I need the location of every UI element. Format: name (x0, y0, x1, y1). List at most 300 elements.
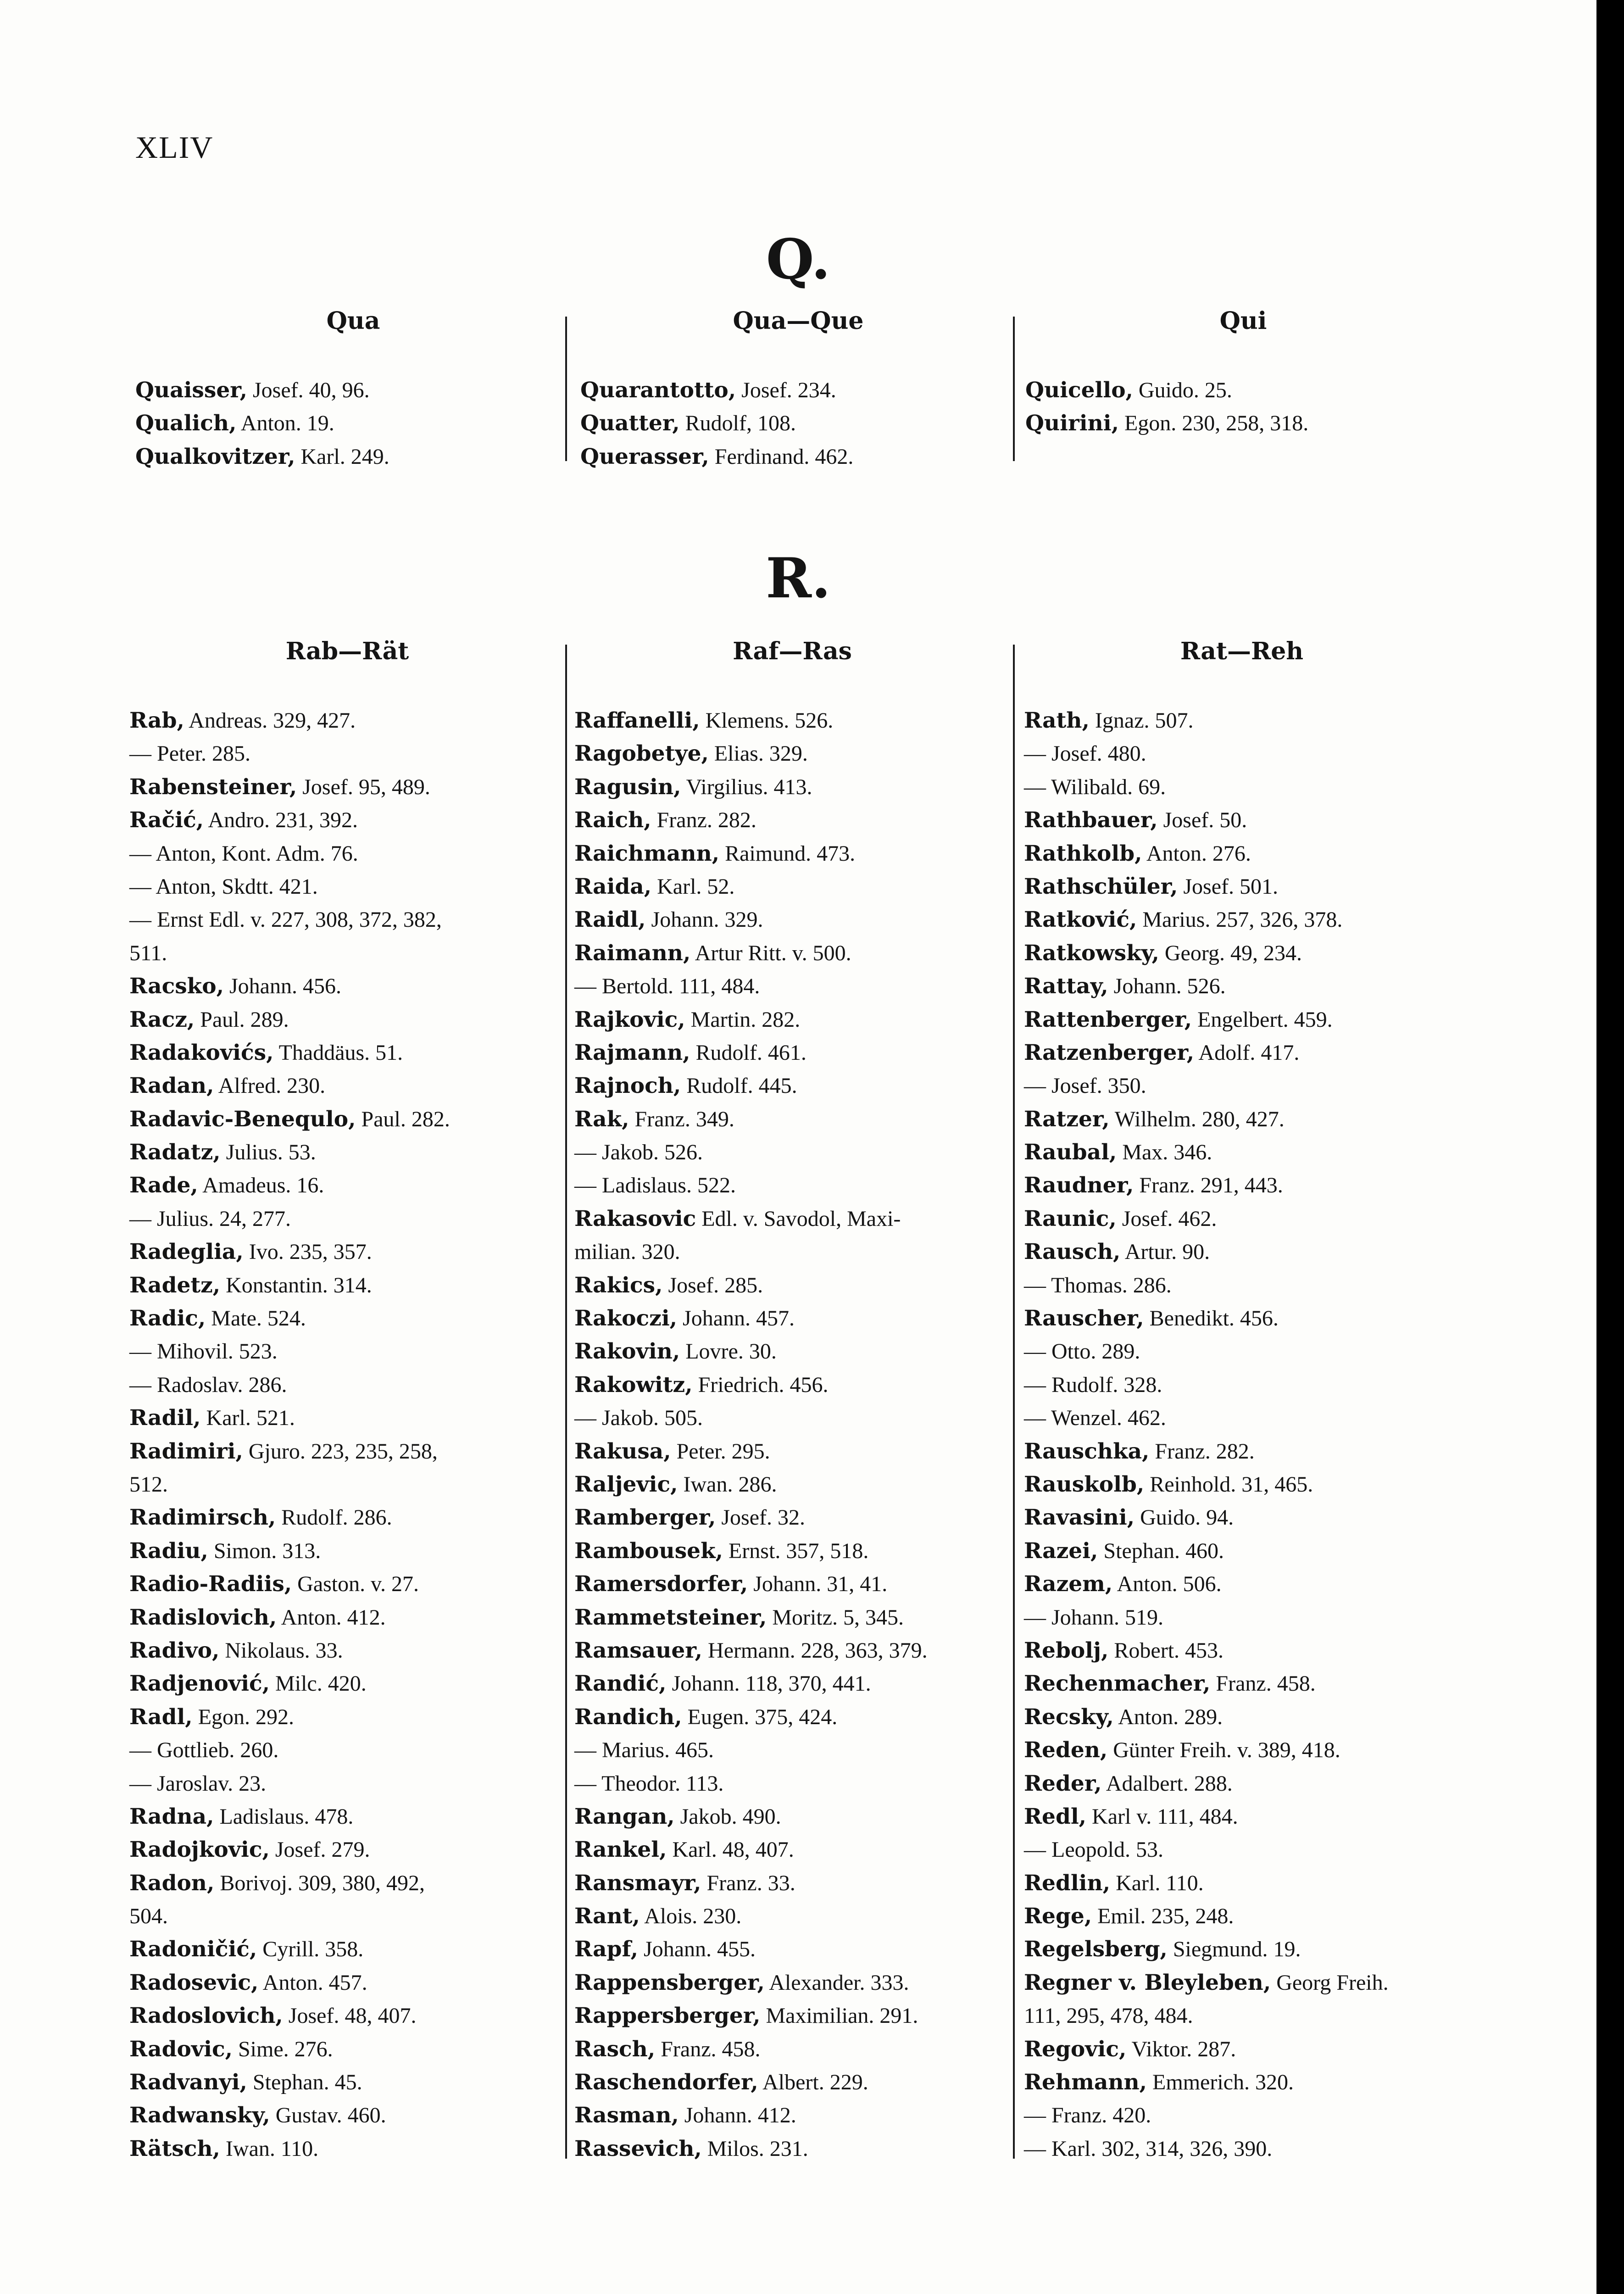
entry-details: Marius. 257, 326, 378. (1137, 908, 1343, 932)
entry-details: Engelbert. 459. (1192, 1007, 1333, 1032)
page-number: XLIV (135, 130, 214, 165)
entry-details: Josef. 50. (1157, 808, 1247, 833)
entry-details: Robert. 453. (1108, 1638, 1224, 1663)
index-column (135, 303, 571, 473)
entry-surname: Racsko, (129, 974, 224, 999)
entry-surname: Račić, (129, 807, 204, 833)
entry-details: Mate. 524. (206, 1306, 306, 1331)
entry-details: Franz. 458. (655, 2037, 761, 2061)
index-entry (129, 1036, 565, 1069)
entry-surname: Rauskolb, (1024, 1471, 1145, 1497)
entry-surname: Rausch, (1024, 1239, 1121, 1265)
entry-surname: Racz, (129, 1007, 195, 1032)
index-entry (574, 1036, 1010, 1069)
entry-details: Franz. 282. (651, 808, 756, 833)
entry-details: Jakob. 490. (674, 1804, 781, 1829)
index-entry (129, 1369, 565, 1402)
entry-details: Alfred. 230. (214, 1074, 326, 1098)
entry-surname: Rangan, (574, 1804, 675, 1829)
entry-details: — Josef. 350. (1024, 1074, 1146, 1098)
index-entry (574, 870, 1010, 903)
entry-details: Ernst. 357, 518. (723, 1538, 869, 1563)
entry-surname: Rauschka, (1024, 1438, 1150, 1464)
index-entry (135, 407, 571, 440)
index-entry (129, 2066, 565, 2099)
entry-surname: Radeglia, (129, 1239, 244, 1265)
index-entry (1025, 407, 1461, 440)
index-entry (129, 970, 565, 1003)
index-entry (1024, 1701, 1460, 1734)
index-entry (129, 737, 565, 770)
entry-surname: Rakowitz, (574, 1372, 693, 1398)
entry-details: Stephan. 45. (247, 2070, 362, 2095)
entry-details: Gjuro. 223, 235, 258, (243, 1439, 438, 1464)
entry-details: Andro. 231, 392. (204, 808, 358, 833)
entry-surname: Rechenmacher, (1024, 1671, 1211, 1697)
index-entry (129, 771, 565, 804)
entry-surname: Rege, (1024, 1904, 1092, 1929)
entry-details: Franz. 349. (629, 1107, 734, 1131)
index-column (1025, 303, 1461, 440)
entry-details: Anton. 506. (1112, 1572, 1222, 1597)
index-entry (129, 937, 565, 970)
entry-details: Karl. 52. (651, 874, 735, 899)
entry-surname: Rakovin, (574, 1339, 680, 1364)
entry-details: Adalbert. 288. (1101, 1771, 1233, 1796)
entry-surname: Rathschüler, (1024, 874, 1178, 899)
entry-details: Rudolf. 286. (276, 1505, 392, 1530)
entry-surname: Ragobetye, (574, 741, 709, 767)
index-entry (574, 1634, 1010, 1667)
index-entry (129, 1833, 565, 1866)
entry-surname: Rakasovic (574, 1206, 696, 1231)
entry-surname: Radvanyi, (129, 2070, 247, 2095)
index-entry (129, 704, 565, 737)
entry-details: — Johann. 519. (1024, 1605, 1163, 1630)
column-divider (565, 317, 567, 461)
entry-details: 511. (129, 941, 167, 965)
index-entry (129, 1269, 565, 1302)
entry-surname: Regner v. Bleyleben, (1024, 1970, 1271, 1995)
entry-details: Egon. 292. (192, 1704, 295, 1729)
index-entry (580, 407, 1016, 440)
entry-surname: Rattenberger, (1024, 1007, 1192, 1032)
entry-list (580, 374, 1016, 473)
index-entry (129, 870, 565, 903)
entry-surname: Redl, (1024, 1804, 1087, 1829)
index-entry (1024, 1269, 1460, 1302)
index-entry (574, 804, 1010, 837)
entry-details: Klemens. 526. (700, 708, 834, 733)
entry-details: — Rudolf. 328. (1024, 1372, 1162, 1397)
entry-surname: Ratković, (1024, 907, 1137, 933)
entry-surname: Rathbauer, (1024, 807, 1158, 833)
entry-surname: Qualkovitzer, (135, 444, 295, 469)
index-entry (574, 1833, 1010, 1866)
entry-details: Georg. 49, 234. (1159, 941, 1302, 965)
entry-surname: Radio-Radiis, (129, 1571, 292, 1597)
entry-details: Franz. 291, 443. (1134, 1173, 1283, 1198)
entry-details: Hermann. 228, 363, 379. (702, 1638, 928, 1663)
entry-surname: Rade, (129, 1173, 198, 1198)
index-entry (1024, 1468, 1460, 1501)
index-entry (1024, 1568, 1460, 1601)
entry-details: Lovre. 30. (680, 1339, 777, 1364)
entry-surname: Raichmann, (574, 841, 720, 866)
index-column (129, 633, 565, 2166)
index-entry (574, 1767, 1010, 1800)
index-entry (1024, 2066, 1460, 2099)
index-entry (1024, 704, 1460, 737)
index-entry (1024, 970, 1460, 1003)
column-divider (1013, 645, 1015, 2159)
entry-surname: Ratzenberger, (1024, 1040, 1195, 1065)
entry-details: — Anton, Kont. Adm. 76. (129, 841, 358, 866)
entry-surname: Rak, (574, 1106, 629, 1132)
column-divider (565, 645, 567, 2159)
entry-list (574, 704, 1010, 2166)
entry-details: Josef. 279. (269, 1837, 370, 1862)
entry-details: Anton. 276. (1142, 841, 1251, 866)
scan-edge (1596, 0, 1624, 2294)
entry-details: — Jaroslav. 23. (129, 1771, 267, 1796)
entry-details: Egon. 230, 258, 318. (1118, 411, 1309, 436)
index-entry (1024, 1900, 1460, 1933)
entry-surname: Ransmayr, (574, 1870, 701, 1896)
section-letter-q: Q. (766, 227, 831, 292)
index-entry (1024, 937, 1460, 970)
column-header: Rab—Rät (285, 637, 409, 665)
index-entry (129, 1535, 565, 1568)
index-entry (574, 1568, 1010, 1601)
entry-details: Adolf. 417. (1194, 1040, 1300, 1065)
entry-details: Emmerich. 320. (1147, 2070, 1294, 2095)
index-entry (1024, 1667, 1460, 1700)
entry-surname: Radiu, (129, 1538, 208, 1564)
index-entry (574, 2066, 1010, 2099)
entry-surname: Raschendorfer, (574, 2070, 758, 2095)
entry-surname: Raudner, (1024, 1173, 1134, 1198)
entry-surname: Redlin, (1024, 1870, 1111, 1896)
entry-details: Siegmund. 19. (1167, 1937, 1301, 1962)
entry-details: Georg Freih. (1271, 1970, 1389, 1995)
entry-details: Elias. 329. (708, 741, 808, 766)
entry-surname: Raffanelli, (574, 708, 700, 733)
index-entry (574, 771, 1010, 804)
entry-surname: Quarantotto, (580, 378, 736, 403)
entry-surname: Rasman, (574, 2103, 679, 2128)
entry-surname: Quirini, (1025, 411, 1119, 436)
entry-details: Reinhold. 31, 465. (1144, 1472, 1313, 1497)
index-entry (574, 1103, 1010, 1136)
entry-surname: Quatter, (580, 411, 680, 436)
entry-surname: Quicello, (1025, 378, 1133, 403)
section-letter-r: R. (766, 546, 831, 611)
index-entry (129, 1867, 565, 1900)
entry-details: — Leopold. 53. (1024, 1837, 1163, 1862)
index-entry (135, 440, 571, 473)
entry-surname: Radavic-Benequlo, (129, 1106, 356, 1132)
entry-details: Anton. 289. (1113, 1704, 1223, 1729)
index-entry (1024, 837, 1460, 870)
entry-surname: Raljevic, (574, 1471, 678, 1497)
index-entry (1024, 1767, 1460, 1800)
index-entry (129, 1435, 565, 1468)
entry-details: — Ladislaus. 522. (574, 1173, 736, 1198)
entry-details: — Marius. 465. (574, 1738, 714, 1763)
entry-surname: Rauscher, (1024, 1306, 1144, 1331)
index-entry (1024, 1933, 1460, 1966)
index-entry (1024, 1601, 1460, 1634)
entry-surname: Randich, (574, 1704, 682, 1730)
index-entry (129, 1302, 565, 1335)
entry-surname: Rasch, (574, 2036, 656, 2062)
index-entry (129, 804, 565, 837)
entry-surname: Rajkovic, (574, 1007, 685, 1032)
entry-details: — Mihovil. 523. (129, 1339, 278, 1364)
entry-details: Rudolf. 461. (690, 1040, 806, 1065)
entry-details: Artur Ritt. v. 500. (690, 941, 851, 965)
index-entry (574, 1867, 1010, 1900)
index-entry (1024, 1136, 1460, 1169)
entry-surname: Rakics, (574, 1272, 663, 1298)
entry-details: — Wilibald. 69. (1024, 774, 1166, 799)
entry-surname: Regovic, (1024, 2036, 1127, 2062)
entry-details: Milc. 420. (270, 1671, 367, 1696)
index-entry (129, 1900, 565, 1933)
index-entry (574, 1435, 1010, 1468)
entry-surname: Radil, (129, 1405, 201, 1431)
entry-details: 111, 295, 478, 484. (1024, 2004, 1193, 2028)
entry-surname: Rebolj, (1024, 1637, 1109, 1663)
entry-details: Paul. 289. (195, 1007, 289, 1032)
entry-surname: Razei, (1024, 1538, 1098, 1564)
entry-details: Anton. 412. (277, 1605, 386, 1630)
index-entry (574, 2099, 1010, 2132)
entry-surname: Rath, (1024, 708, 1090, 733)
entry-surname: Ramberger, (574, 1505, 716, 1531)
column-header: Raf—Ras (733, 637, 852, 665)
index-entry (574, 1136, 1010, 1169)
index-entry (129, 1335, 565, 1368)
entry-details: — Bertold. 111, 484. (574, 974, 760, 999)
entry-details: Julius. 53. (220, 1140, 316, 1165)
entry-surname: Radakovićs, (129, 1040, 274, 1065)
index-entry (129, 1402, 565, 1435)
entry-surname: Radwansky, (129, 2103, 270, 2128)
entry-list (1024, 704, 1460, 2166)
index-entry (574, 1369, 1010, 1402)
index-entry (1024, 1003, 1460, 1036)
index-entry (135, 374, 571, 407)
entry-surname: Rappensberger, (574, 1970, 765, 1995)
entry-surname: Radojkovic, (129, 1837, 270, 1863)
entry-details: Edl. v. Savodol, Maxi- (696, 1206, 901, 1231)
index-entry (129, 1999, 565, 2032)
entry-details: Virgilius. 413. (681, 774, 812, 799)
index-entry (574, 1269, 1010, 1302)
entry-surname: Radimirsch, (129, 1505, 276, 1531)
entry-details: Amadeus. 16. (198, 1173, 324, 1198)
index-entry (129, 1933, 565, 1966)
index-entry (129, 1468, 565, 1501)
entry-details: — Julius. 24, 277. (129, 1206, 291, 1231)
index-column (574, 633, 1010, 2166)
entry-details: Josef. 501. (1178, 874, 1279, 899)
entry-details: Peter. 295. (671, 1439, 770, 1464)
entry-details: Günter Freih. v. 389, 418. (1107, 1738, 1340, 1763)
entry-details: Anton. 457. (258, 1970, 367, 1995)
entry-surname: Qualich, (135, 411, 237, 436)
index-entry (1024, 1036, 1460, 1069)
entry-details: Wilhelm. 280, 427. (1109, 1107, 1285, 1131)
index-entry (574, 1069, 1010, 1102)
index-entry (574, 1800, 1010, 1833)
index-entry (1024, 1634, 1460, 1667)
entry-details: Milos. 231. (701, 2136, 808, 2161)
index-entry (574, 937, 1010, 970)
entry-surname: Radovic, (129, 2036, 233, 2062)
entry-details: — Ernst Edl. v. 227, 308, 372, 382, (129, 908, 442, 932)
entry-details: Iwan. 286. (678, 1472, 777, 1497)
entry-surname: Radoničić, (129, 1937, 257, 1962)
index-entry (574, 837, 1010, 870)
entry-details: Franz. 458. (1210, 1671, 1316, 1696)
entry-details: Raimund. 473. (719, 841, 856, 866)
index-entry (574, 1601, 1010, 1634)
index-entry (129, 1800, 565, 1833)
entry-surname: Rajnoch, (574, 1073, 681, 1099)
entry-details: Borivoj. 309, 380, 492, (214, 1871, 425, 1895)
entry-details: Johann. 455. (638, 1937, 756, 1962)
index-entry (129, 1701, 565, 1734)
entry-details: Friedrich. 456. (692, 1372, 829, 1397)
column-divider (1013, 317, 1015, 461)
entry-details: Konstantin. 314. (220, 1273, 372, 1297)
entry-details: Franz. 33. (701, 1871, 795, 1895)
index-column (1024, 633, 1460, 2166)
entry-details: milian. 320. (574, 1240, 680, 1264)
entry-surname: Razem, (1024, 1571, 1113, 1597)
entry-list (129, 704, 565, 2166)
entry-details: Guido. 94. (1135, 1505, 1234, 1530)
entry-details: Ignaz. 507. (1089, 708, 1194, 733)
entry-details: — Anton, Skdtt. 421. (129, 874, 318, 899)
index-entry (574, 1501, 1010, 1534)
entry-surname: Regelsberg, (1024, 1937, 1168, 1962)
index-entry (129, 1069, 565, 1102)
entry-surname: Rammetsteiner, (574, 1604, 767, 1630)
entry-surname: Radl, (129, 1704, 193, 1730)
index-entry (574, 1933, 1010, 1966)
entry-details: Johann. 456. (223, 974, 341, 999)
index-entry (1024, 1335, 1460, 1368)
entry-details: Martin. 282. (685, 1007, 801, 1032)
entry-details: Josef. 95, 489. (297, 774, 430, 799)
index-entry (574, 1999, 1010, 2032)
entry-details: Viktor. 287. (1126, 2037, 1236, 2061)
entry-details: Ivo. 235, 357. (243, 1240, 372, 1264)
entry-surname: Raich, (574, 807, 651, 833)
index-entry (580, 440, 1016, 473)
index-entry (129, 1103, 565, 1136)
index-entry (574, 1966, 1010, 1999)
entry-details: Karl v. 111, 484. (1086, 1804, 1238, 1829)
index-entry (1024, 1203, 1460, 1236)
entry-surname: Raunic, (1024, 1206, 1117, 1231)
entry-surname: Radan, (129, 1073, 214, 1099)
index-entry (1024, 1169, 1460, 1202)
entry-details: Thaddäus. 51. (273, 1040, 403, 1065)
index-entry (1024, 2133, 1460, 2166)
entry-details: Ladislaus. 478. (214, 1804, 354, 1829)
index-entry (129, 1568, 565, 1601)
index-entry (129, 1003, 565, 1036)
index-entry (574, 1701, 1010, 1734)
entry-details: Johann. 412. (679, 2103, 796, 2128)
index-entry (1024, 1800, 1460, 1833)
index-entry (129, 1169, 565, 1202)
index-entry (129, 2099, 565, 2132)
index-entry (574, 970, 1010, 1003)
index-entry (1024, 1734, 1460, 1767)
index-entry (574, 1236, 1010, 1269)
entry-details: Josef. 32. (716, 1505, 805, 1530)
entry-surname: Radosevic, (129, 1970, 259, 1995)
index-entry (574, 1169, 1010, 1202)
entry-surname: Rappersberger, (574, 2003, 761, 2029)
entry-details: Nikolaus. 33. (219, 1638, 343, 1663)
index-entry (129, 1501, 565, 1534)
entry-details: — Karl. 302, 314, 326, 390. (1024, 2136, 1273, 2161)
entry-details: Cyrill. 358. (257, 1937, 364, 1962)
entry-surname: Radic, (129, 1306, 206, 1331)
index-entry (129, 1667, 565, 1700)
index-entry (574, 2033, 1010, 2066)
index-entry (1024, 1302, 1460, 1335)
entry-details: Josef. 40, 96. (247, 378, 370, 402)
entry-details: Max. 346. (1117, 1140, 1212, 1165)
entry-surname: Ratkowsky, (1024, 940, 1159, 966)
entry-surname: Rakoczi, (574, 1306, 678, 1331)
entry-details: Sime. 276. (232, 2037, 333, 2061)
index-entry (1024, 1501, 1460, 1534)
entry-surname: Raidl, (574, 907, 646, 933)
entry-surname: Radjenović, (129, 1671, 270, 1697)
entry-details: Franz. 282. (1149, 1439, 1255, 1464)
index-entry (574, 1203, 1010, 1236)
entry-details: Alois. 230. (640, 1904, 742, 1929)
entry-surname: Rehmann, (1024, 2070, 1147, 2095)
entry-details: 504. (129, 1904, 168, 1929)
index-entry (129, 837, 565, 870)
entry-details: Josef. 285. (662, 1273, 763, 1297)
index-entry (1024, 771, 1460, 804)
index-entry (129, 1136, 565, 1169)
index-entry (574, 1900, 1010, 1933)
entry-details: Anton. 19. (236, 411, 334, 436)
entry-surname: Ravasini, (1024, 1505, 1135, 1531)
index-entry (129, 903, 565, 936)
column-header: Rat—Reh (1180, 637, 1304, 665)
column-header: Qua (326, 307, 380, 335)
index-entry (574, 1335, 1010, 1368)
entry-details: Rudolf, 108. (679, 411, 796, 436)
entry-details: Johann. 118, 370, 441. (666, 1671, 871, 1696)
entry-details: Josef. 462. (1116, 1206, 1217, 1231)
entry-surname: Ratzer, (1024, 1106, 1110, 1132)
index-entry (574, 1402, 1010, 1435)
